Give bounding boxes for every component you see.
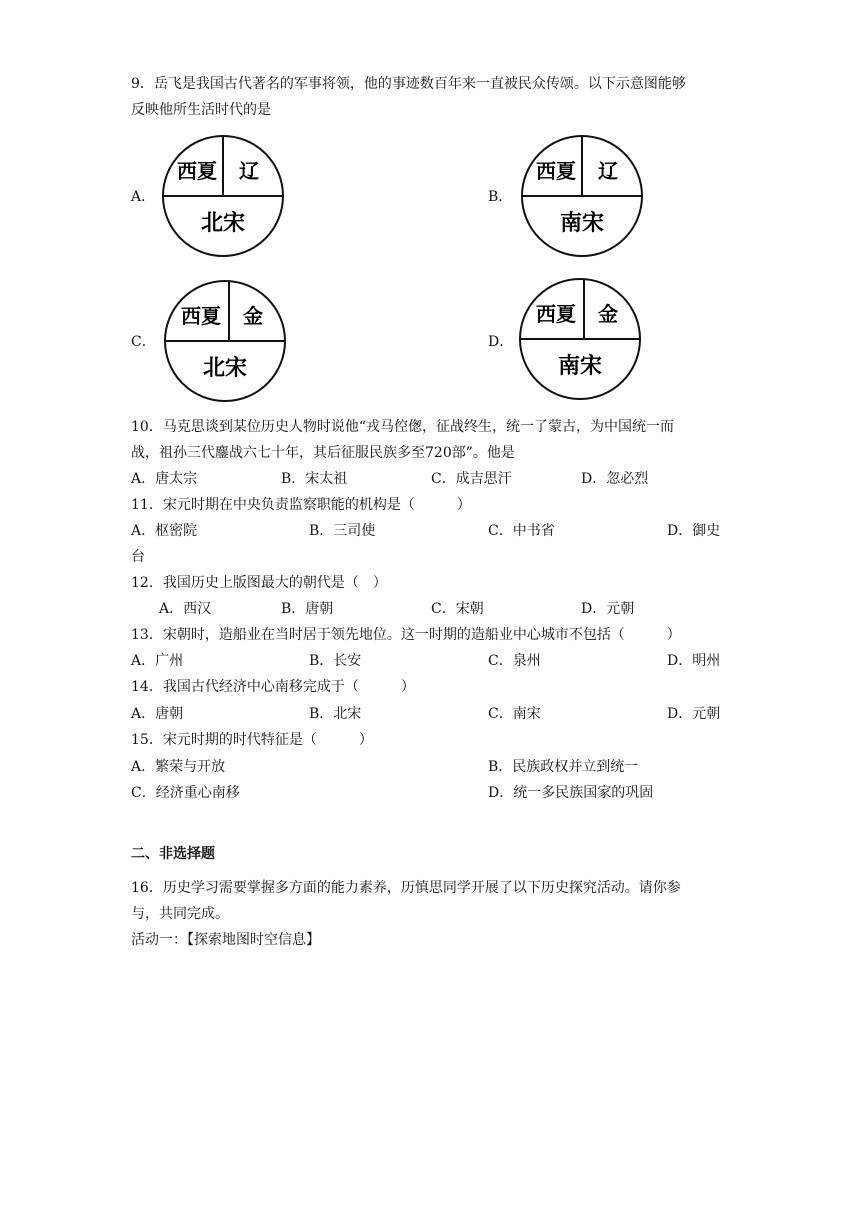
q9-a-bottom: 北宋 bbox=[200, 211, 246, 236]
q9-b-top-right: 辽 bbox=[598, 159, 618, 183]
q15-stem: 15．宋元时期的时代特征是（ ） bbox=[131, 732, 373, 748]
q10-stem-line1: 10．马克思谈到某位历史人物时说他“戎马倥偬，征战终生，统一了蒙古，为中国统一而 bbox=[131, 419, 674, 435]
q9-d-top-left: 西夏 bbox=[536, 302, 576, 326]
q15-option-c: C．经济重心南移 bbox=[131, 785, 240, 801]
q12-option-a: A．西汉 bbox=[159, 601, 212, 617]
q13-option-b: B．长安 bbox=[309, 653, 362, 669]
q11-option-d: D．御史 bbox=[667, 523, 721, 539]
q15-option-d: D．统一多民族国家的巩固 bbox=[488, 785, 654, 801]
q15-option-b: B．民族政权并立到统一 bbox=[488, 759, 639, 775]
q14-option-c: C．南宋 bbox=[488, 706, 541, 722]
q9-option-c-diagram bbox=[163, 279, 287, 403]
q9-d-top-right: 金 bbox=[598, 302, 618, 326]
q11-option-a: A．枢密院 bbox=[131, 523, 198, 539]
q9-option-d-diagram bbox=[518, 277, 642, 401]
q11-option-c: C．中书省 bbox=[488, 523, 555, 539]
q10-option-b: B．宋太祖 bbox=[281, 471, 348, 487]
q9-stem-line1: 9．岳飞是我国古代著名的军事将领，他的事迹数百年来一直被民众传颂。以下示意图能够 bbox=[131, 76, 686, 92]
q9-b-top-left: 西夏 bbox=[536, 159, 576, 183]
q9-option-b-diagram bbox=[520, 134, 644, 258]
q9-a-top-right: 辽 bbox=[239, 159, 259, 183]
q12-option-b: B．唐朝 bbox=[281, 601, 334, 617]
q9-b-bottom: 南宋 bbox=[559, 211, 605, 236]
q12-option-d: D．元朝 bbox=[581, 601, 635, 617]
q14-option-a: A．唐朝 bbox=[131, 706, 184, 722]
section2-title: 二、非选择题 bbox=[131, 846, 215, 862]
q10-option-d: D．忽必烈 bbox=[581, 471, 649, 487]
q14-option-d: D．元朝 bbox=[667, 706, 721, 722]
q9-c-top-left: 西夏 bbox=[181, 304, 221, 328]
q14-stem: 14．我国古代经济中心南移完成于（ ） bbox=[131, 679, 415, 695]
q9-option-c-label: C． bbox=[131, 334, 156, 350]
q13-stem: 13．宋朝时，造船业在当时居于领先地位。这一时期的造船业中心城市不包括（ ） bbox=[131, 627, 681, 643]
q11-option-b: B．三司使 bbox=[309, 523, 376, 539]
q13-option-d: D．明州 bbox=[667, 653, 721, 669]
q9-option-b-label: B． bbox=[488, 189, 513, 205]
q9-option-a-diagram bbox=[161, 134, 285, 258]
q11-stem: 11．宋元时期在中央负责监察职能的机构是（ ） bbox=[131, 497, 471, 513]
q16-stem-line1: 16．历史学习需要掌握多方面的能力素养，历慎思同学开展了以下历史探究活动。请你参 bbox=[131, 880, 681, 896]
q14-option-b: B．北宋 bbox=[309, 706, 362, 722]
q15-option-a: A．繁荣与开放 bbox=[131, 759, 226, 775]
q9-option-d-label: D． bbox=[488, 334, 514, 350]
q10-option-c: C．成吉思汗 bbox=[431, 471, 512, 487]
q12-stem: 12．我国历史上版图最大的朝代是（ ） bbox=[131, 575, 387, 591]
q11-option-d-wrap: 台 bbox=[131, 549, 145, 565]
q9-stem-line2: 反映他所生活时代的是 bbox=[131, 102, 271, 118]
q9-c-top-right: 金 bbox=[243, 304, 263, 328]
activity1-heading: 活动一：【探索地图时空信息】 bbox=[131, 932, 320, 948]
q12-option-c: C．宋朝 bbox=[431, 601, 484, 617]
q9-a-top-left: 西夏 bbox=[177, 159, 217, 183]
q13-option-a: A．广州 bbox=[131, 653, 184, 669]
q10-stem-line2: 战，祖孙三代鏖战六七十年，其后征服民族多至720部”。他是 bbox=[131, 445, 515, 461]
q9-c-bottom: 北宋 bbox=[202, 356, 248, 381]
q10-option-a: A．唐太宗 bbox=[131, 471, 198, 487]
q16-stem-line2: 与，共同完成。 bbox=[131, 906, 229, 922]
q9-d-bottom: 南宋 bbox=[557, 354, 603, 379]
q9-option-a-label: A． bbox=[131, 189, 156, 205]
q13-option-c: C．泉州 bbox=[488, 653, 541, 669]
